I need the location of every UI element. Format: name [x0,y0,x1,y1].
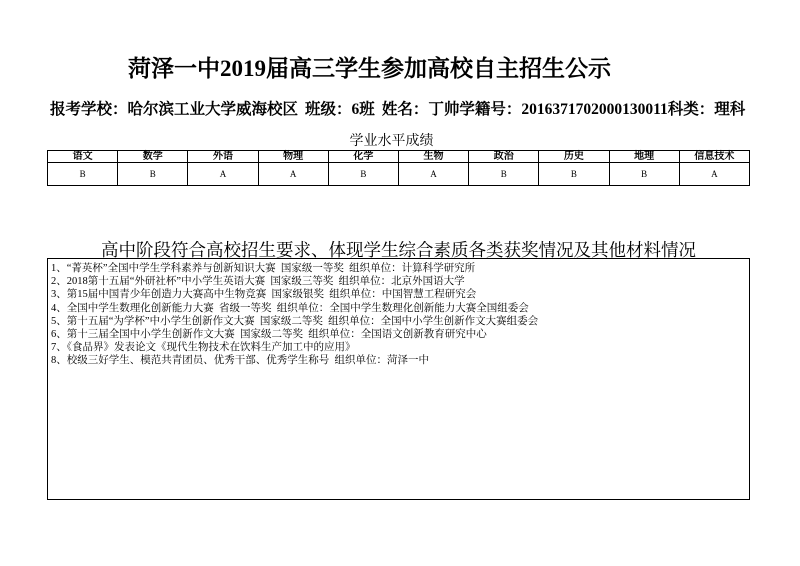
subject-header-chinese: 语文 [48,151,118,163]
award-item: 1、“菁英杯”全国中学生学科素养与创新知识大赛 国家级一等奖 组织单位：计算科学研究所 [51,263,476,274]
school-value: 哈尔滨工业大学威海校区 [127,101,299,118]
class-label: 班级： [305,101,352,118]
awards-heading: 高中阶段符合高校招生要求、体现学生综合素质各类获奖情况及其他材料情况 [101,240,696,260]
grade-chinese: B [48,163,118,186]
subject-header-row [48,151,750,163]
subject-header-it: 信息技术 [679,151,749,163]
page-title: 菏泽一中2019届高三学生参加高校自主招生公示 [128,56,611,81]
awards-list [48,259,749,368]
academic-scores-table [47,150,750,186]
name-label: 姓名： [381,101,429,118]
category-value: 理科 [714,101,746,118]
grade-row [48,163,750,186]
award-item: 5、第十五届“为学杯”中小学生创新作文大赛 国家级二等奖 组织单位：全国中小学生创新作文大赛组委会 [51,315,539,327]
applicant-info-line [50,101,745,119]
student-id-value: 2016371702000130011 [521,101,668,118]
school-label: 报考学校： [50,101,128,118]
class-value: 6班 [351,101,375,118]
academic-scores-heading: 学业水平成绩 [349,134,434,149]
award-item: 3、第15届中国青少年创造力大赛高中生物竞赛 国家级银奖 组织单位：中国智慧工程研究会 [51,289,477,301]
grade-physics: A [258,163,328,186]
award-item: 8、校级三好学生、模范共青团员、优秀干部、优秀学生称号 组织单位：菏泽一中 [51,355,429,367]
awards-box [47,258,750,500]
award-item: 2、2018第十五届“外研社杯”中小学生英语大赛 国家级三等奖 组织单位：北京外国语大学 [51,276,465,288]
grade-politics: B [469,163,539,186]
subject-header-foreign-language: 外语 [188,151,258,163]
category-label: 科类： [667,101,715,118]
subject-header-history: 历史 [539,151,609,163]
award-item: 6、第十三届全国中小学生创新作文大赛 国家级二等奖 组织单位：全国语文创新教育研究中心 [51,329,487,341]
grade-biology: A [398,163,468,186]
subject-header-math: 数学 [118,151,188,163]
student-id-label: 学籍号： [459,101,522,118]
grade-it: A [679,163,749,186]
award-item: 7、《食品界》发表论文《现代生物技术在饮料生产加工中的应用》 [51,342,356,354]
grade-chemistry: B [328,163,398,186]
grade-geography: B [609,163,679,186]
award-item: 4、全国中学生数理化创新能力大赛 省级一等奖 组织单位：全国中学生数理化创新能力大赛全国组委会 [51,302,529,314]
subject-header-chemistry: 化学 [328,151,398,163]
grade-history: B [539,163,609,186]
grade-math: B [118,163,188,186]
subject-header-politics: 政治 [469,151,539,163]
subject-header-biology: 生物 [398,151,468,163]
subject-header-geography: 地理 [609,151,679,163]
grade-foreign-language: A [188,163,258,186]
subject-header-physics: 物理 [258,151,328,163]
name-value: 丁帅 [428,101,460,118]
